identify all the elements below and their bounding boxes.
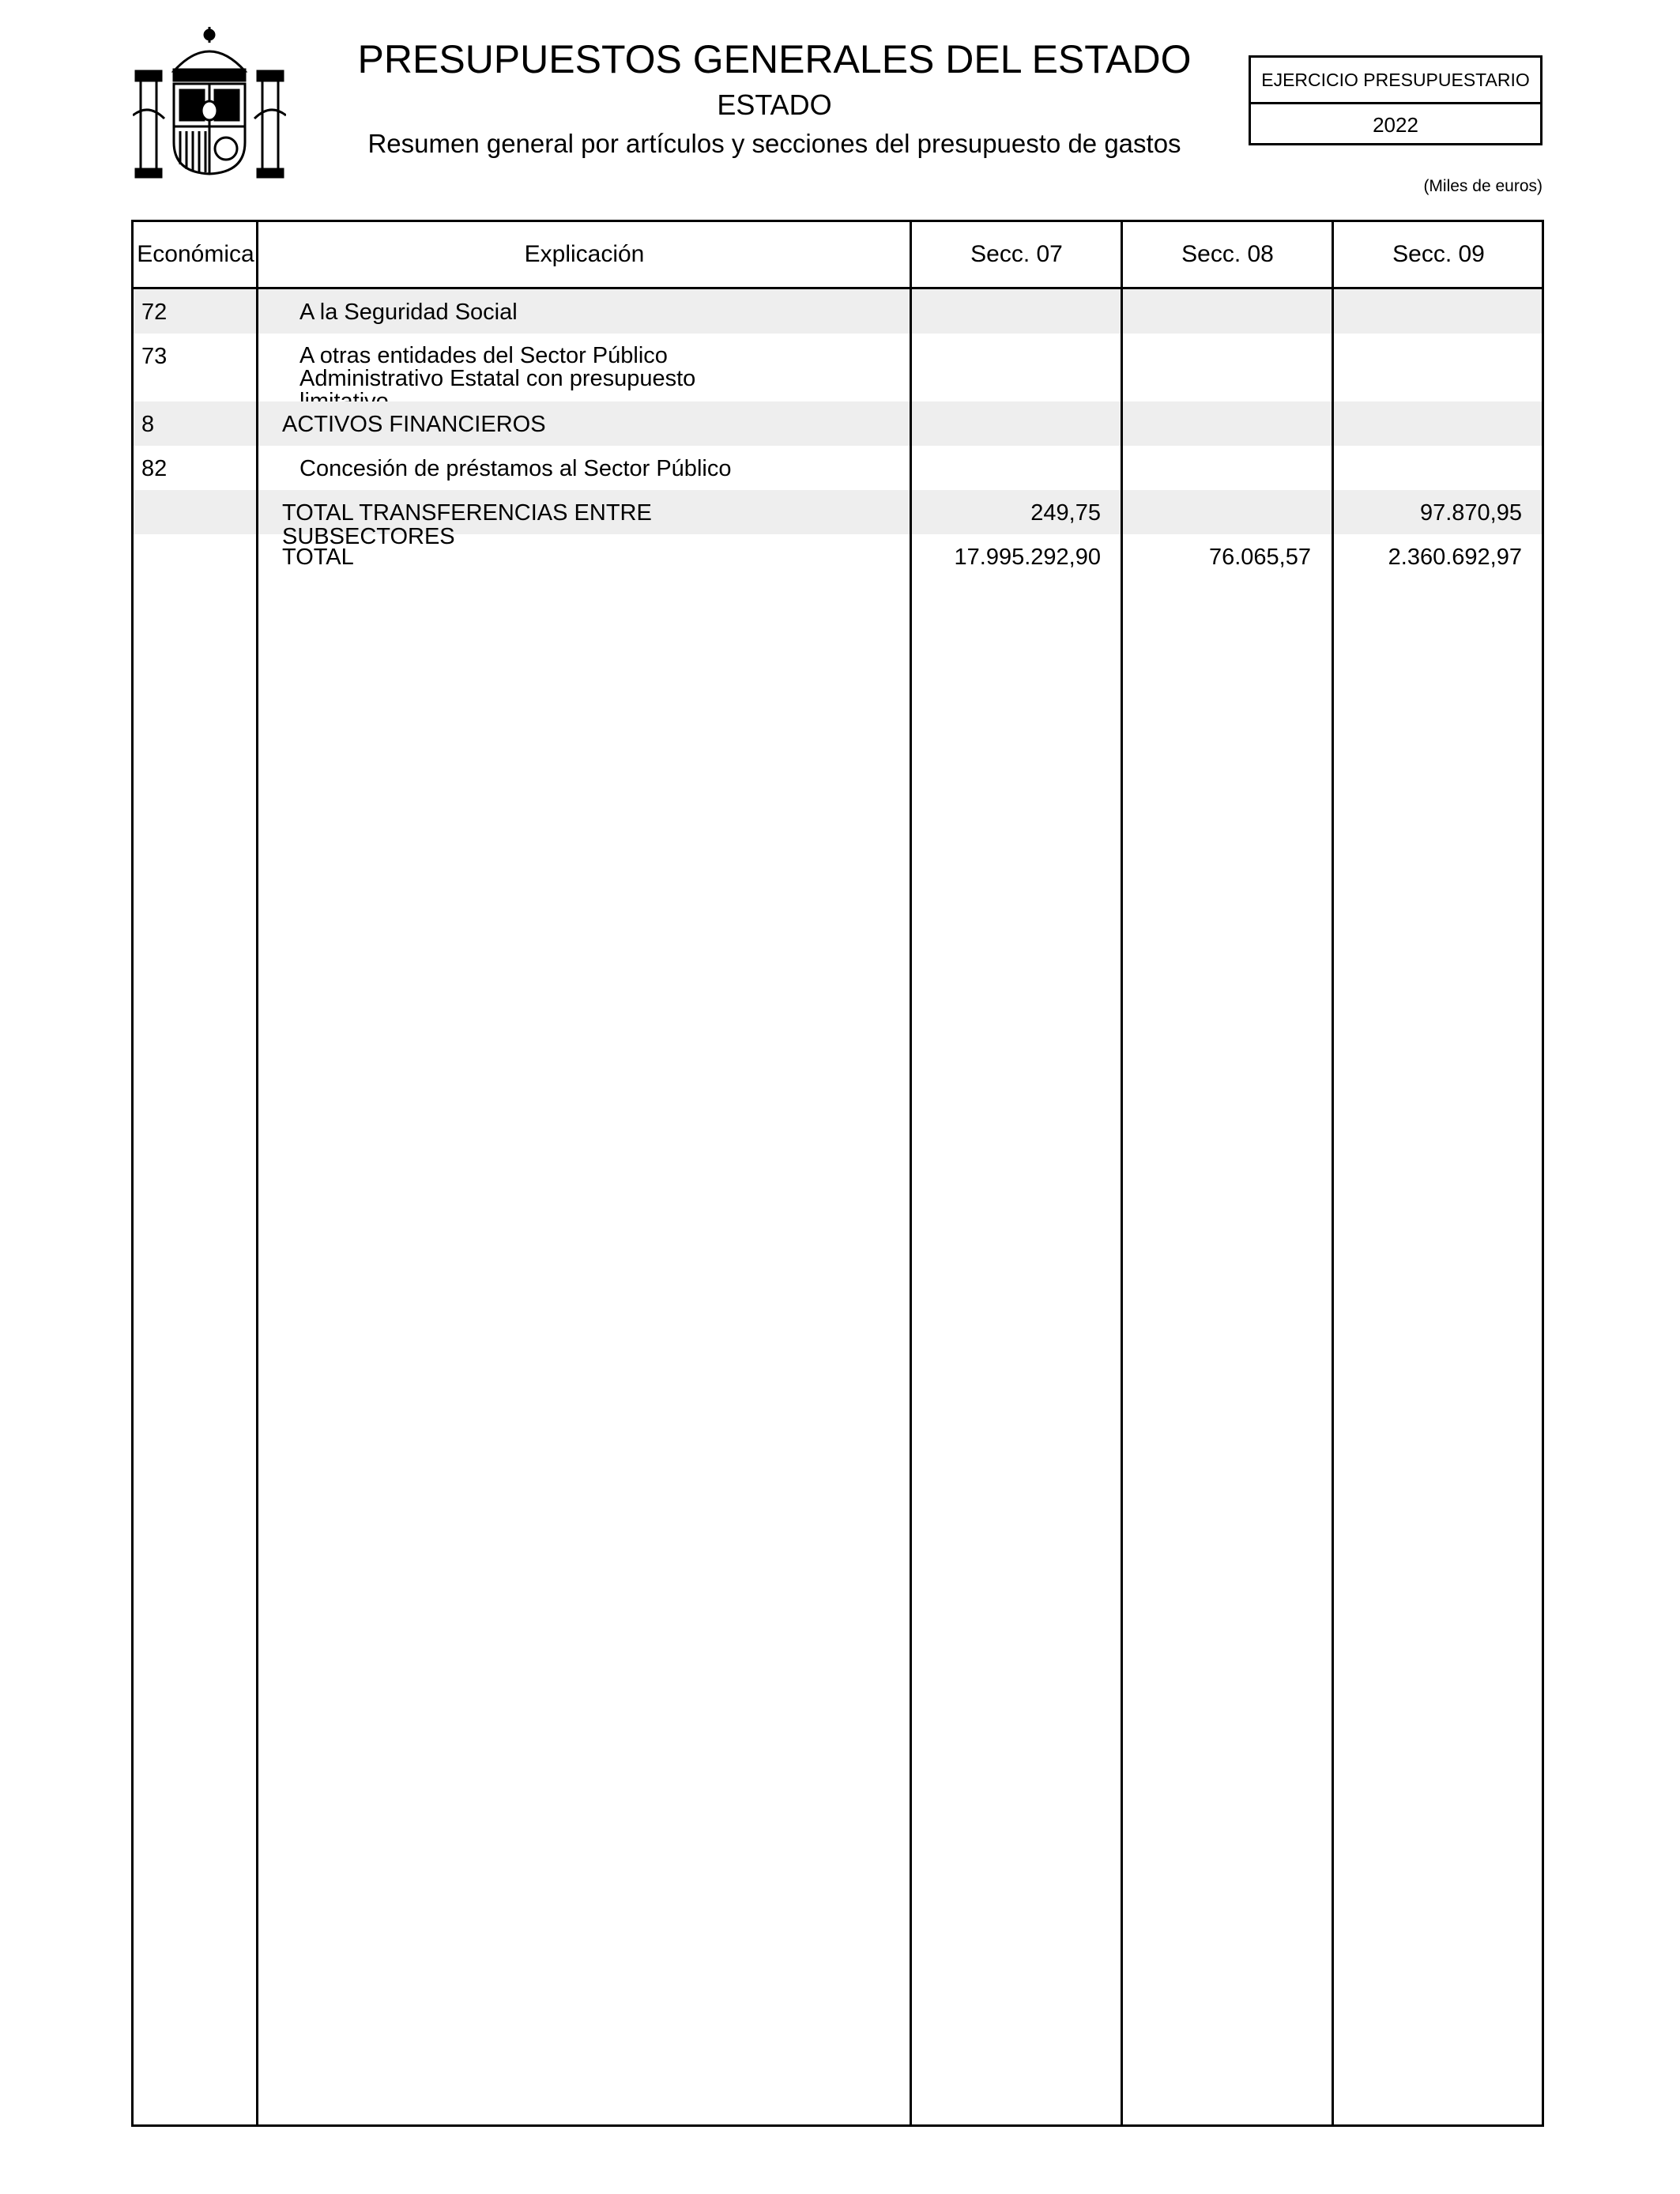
- table-row: [134, 334, 1542, 401]
- table-header: [134, 222, 1542, 289]
- col-header-secc-08: Secc. 08: [1181, 241, 1274, 267]
- column-divider: [1121, 222, 1123, 2124]
- row-secc-09: [1331, 289, 1522, 300]
- ejercicio-year: 2022: [1373, 113, 1418, 137]
- column-divider: [910, 222, 912, 2124]
- row-description: Concesión de préstamos al Sector Público: [299, 456, 732, 481]
- row-secc-08: [1120, 401, 1311, 413]
- coat-of-arms-icon: [133, 24, 286, 179]
- table-row: [134, 446, 1542, 490]
- budget-table: [131, 220, 1544, 2127]
- col-header-explicacion: Explicación: [524, 241, 645, 267]
- ejercicio-label: EJERCICIO PRESUPUESTARIO: [1251, 58, 1540, 104]
- row-code: 8: [141, 412, 155, 437]
- row-secc-07: 249,75: [1030, 500, 1101, 526]
- col-header-secc-07: Secc. 07: [970, 241, 1063, 267]
- row-secc-08: [1120, 289, 1311, 300]
- table-row: [134, 534, 1542, 579]
- units-note: (Miles de euros): [1423, 177, 1543, 195]
- page-title: PRESUPUESTOS GENERALES DEL ESTADO: [357, 37, 1192, 81]
- row-secc-09: [1331, 334, 1522, 345]
- coat-of-arms-logo: [133, 24, 286, 179]
- row-secc-07: [911, 289, 1101, 300]
- row-secc-07: [911, 401, 1101, 413]
- row-secc-08: 76.065,57: [1208, 545, 1311, 570]
- row-description: TOTAL TRANSFERENCIAS ENTRE SUBSECTORES: [282, 500, 652, 549]
- row-code: [141, 534, 252, 545]
- row-code: 73: [141, 344, 168, 369]
- row-code: [141, 490, 252, 501]
- row-secc-08: [1120, 446, 1311, 457]
- row-secc-08: [1120, 490, 1311, 501]
- row-secc-09: [1331, 401, 1522, 413]
- entity-title: ESTADO: [717, 89, 832, 121]
- column-divider: [1332, 222, 1334, 2124]
- row-secc-07: [911, 334, 1101, 345]
- table-row: [134, 490, 1542, 549]
- row-code: 82: [141, 456, 168, 481]
- row-secc-09: 2.360.692,97: [1388, 545, 1522, 570]
- row-secc-09: [1331, 446, 1522, 457]
- column-divider: [256, 222, 258, 2124]
- table-row: [134, 401, 1542, 446]
- row-description: TOTAL: [282, 545, 354, 570]
- report-subtitle: Resumen general por artículos y secciones del presupuesto de gastos: [367, 129, 1181, 158]
- row-description: A otras entidades del Sector Público Administrativo Estatal con presupuesto: [299, 343, 696, 391]
- col-header-economica: Económica: [137, 241, 254, 267]
- row-code: 72: [141, 300, 168, 325]
- row-description: A la Seguridad Social: [299, 300, 518, 325]
- row-secc-08: [1120, 334, 1311, 345]
- row-secc-09: 97.870,95: [1419, 500, 1522, 526]
- col-header-secc-09: Secc. 09: [1392, 241, 1485, 267]
- row-description: ACTIVOS FINANCIEROS: [282, 412, 546, 437]
- table-row: [134, 289, 1542, 334]
- row-secc-07: 17.995.292,90: [954, 545, 1101, 570]
- ejercicio-box: [1249, 55, 1543, 145]
- row-secc-07: [911, 446, 1101, 457]
